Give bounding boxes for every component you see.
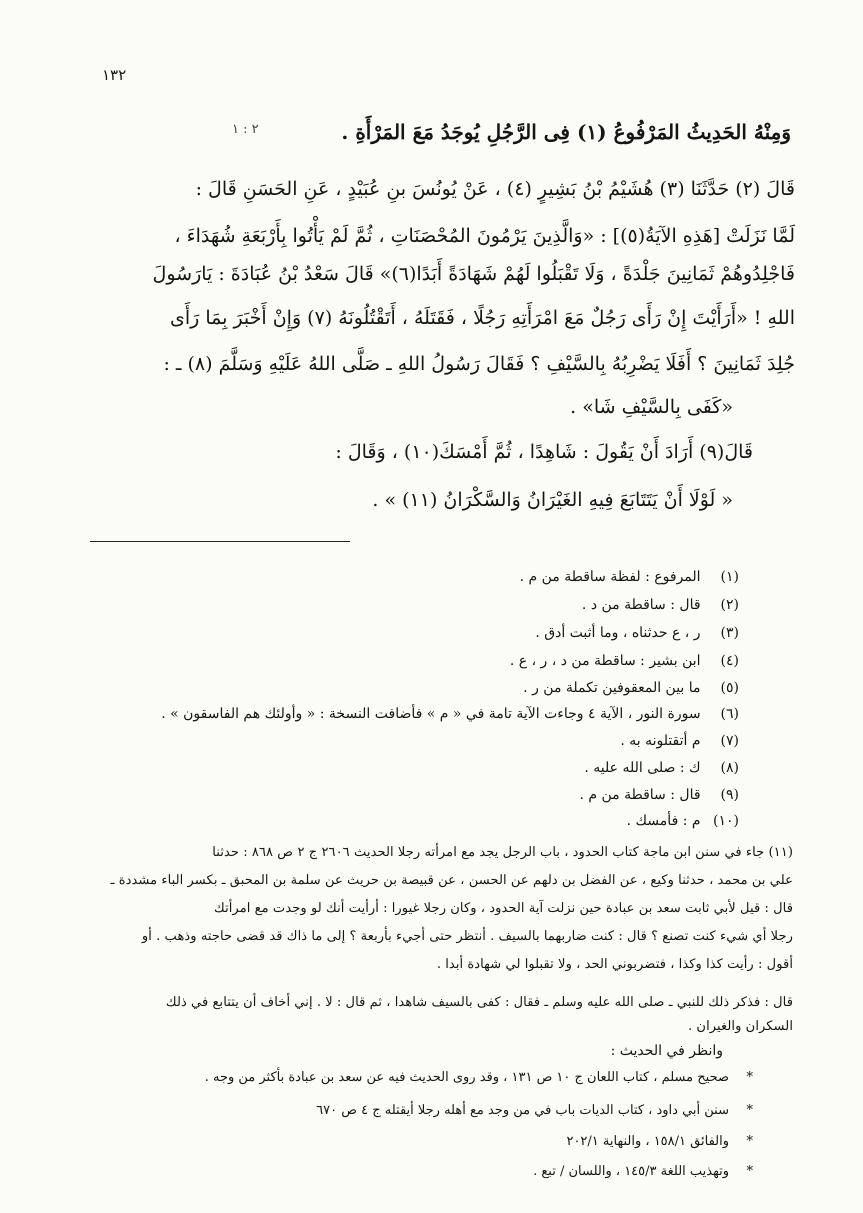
reference-text: وتهذيب اللغة ١٤٥/٣ ، واللسان / تبع . — [533, 1164, 729, 1179]
footnote-number: (١٠) — [713, 813, 739, 829]
page-number: ١٣٢ — [102, 66, 127, 84]
body-line-1: قَالَ (٢) حَدَّثَنَا (٣) هُشَيْمُ بْنُ بَشِيرٍ (٤) ، عَنْ يُونُسَ بنِ عُبَيْدٍ ، عَنِ الحَسَنِ قَالَ : — [195, 178, 795, 200]
footnote-11-line-2: علي بن محمد ، حدثنا وكيع ، عن الفضل بن دلهم عن الحسن ، عن قبيصة بن حريث عن سلمة بن المحبق ـ بكسر الباء مشددة ـ — [110, 873, 793, 888]
footnote-text: ر ، ع حدثناه ، وما أثبت أدق . — [535, 625, 701, 641]
body-line-4: اللهِ ! «أَرَأَيْتَ إِنْ رَأَى رَجُلٌ مَعَ امْرَأَتِهِ رَجُلًا ، فَقَتَلَهُ ، أَتَقْتُلُونَهُ (٧) وَإِنْ أَخْبَرَ بِمَا رَأَى — [169, 307, 795, 329]
footnote-8 — [584, 757, 739, 779]
footnote-text: م أتقتلونه به . — [620, 733, 701, 749]
footnote-number: (٦) — [720, 706, 739, 722]
footnote-number: (١) — [720, 569, 739, 585]
footnote-11-line-4: رجلا أي شيء كنت تصنع ؟ قال : كنت ضاربهما بالسيف . أنتظر حتى أجيء بأربعة ؟ إلى ما ذاك قد قضى حاجته وذهب . أو — [141, 929, 793, 944]
bullet-star-icon: * — [746, 1164, 753, 1179]
footnote-text: ابن بشير : ساقطة من د ، ر ، ع . — [509, 653, 701, 669]
section-heading: وَمِنْهُ الحَدِيثُ المَرْفُوعُ (١) فِى الرَّجُلِ يُوجَدُ مَعَ المَرْأَةِ . — [341, 120, 791, 144]
footnote-text: ك : صلى الله عليه . — [584, 760, 701, 776]
bullet-star-icon: * — [746, 1070, 753, 1085]
footnote-6 — [161, 703, 739, 725]
footnote-11-line-7: السكران والغيران . — [688, 1019, 793, 1034]
body-line-8: « لَوْلَا أَنْ يَتَتَابَعَ فِيهِ الغَيْرَانُ وَالسَّكْرَانُ (١١) » . — [372, 489, 733, 511]
footnote-text: قال : ساقطة من م . — [579, 787, 701, 803]
footnote-11-number: (١١) — [768, 845, 793, 860]
footnote-3 — [535, 622, 739, 644]
footnote-text: قال : ساقطة من د . — [581, 597, 701, 613]
reference-4 — [533, 1162, 753, 1182]
footnote-11-line-3: قال : قيل لأبي ثابت سعد بن عبادة حين نزلت آية الحدود ، وكان رجلا غيورا : أرأيت أنك لو وجدت مع امرأتك — [213, 901, 793, 916]
footnote-11-line-6: قال : فذكر ذلك للنبي ـ صلى الله عليه وسلم ـ فقال : كفى بالسيف شاهدا ، ثم قال : لا . إني أخاف أن يتتابع في ذلك — [165, 995, 793, 1010]
body-line-7: قَالَ(٩) أَرَادَ أَنْ يَقُولَ : شَاهِدًا ، ثُمَّ أَمْسَكَ(١٠) ، وَقَالَ : — [335, 441, 753, 463]
margin-mark: ٢ : ١ — [232, 122, 259, 137]
footnote-text: المرفوع : لفظة ساقطة من م . — [519, 569, 701, 585]
footnote-text: ما بين المعقوفين تكملة من ر . — [523, 680, 701, 696]
footnote-10 — [627, 810, 739, 832]
footnote-number: (٤) — [720, 653, 739, 669]
bullet-star-icon: * — [746, 1134, 753, 1149]
footnote-2 — [582, 594, 739, 616]
footnote-separator — [90, 541, 350, 542]
footnote-number: (٧) — [720, 733, 739, 749]
reference-2 — [316, 1101, 753, 1121]
reference-3 — [566, 1132, 753, 1152]
footnote-number: (٣) — [720, 625, 739, 641]
footnote-text: سورة النور ، الآية ٤ وجاءت الآية تامة في « م » فأضافت النسخة : « وأولئك هم الفاسقون » . — [161, 706, 701, 722]
body-line-6: «كَفَى بِالسَّيْفِ شَا» . — [570, 396, 733, 418]
footnote-11-line-5: أقول : رأيت كذا وكذا ، فتضربوني الحد ، ولا تقبلوا لي شهادة أبدا . — [436, 957, 793, 972]
footnote-number: (٢) — [720, 597, 739, 613]
footnote-number: (٨) — [720, 760, 739, 776]
footnote-1 — [520, 566, 739, 588]
footnote-11-text: جاء في سنن ابن ماجة كتاب الحدود ، باب الرجل يجد مع امرأته رجلا الحديث ٢٦٠٦ ج ٢ ص ٨٦٨ : حدثنا — [212, 845, 765, 860]
see-also-label: وانظر في الحديث : — [610, 1043, 723, 1059]
reference-text: سنن أبي داود ، كتاب الديات باب في من وجد مع أهله رجلا أيقتله ج ٤ ص ٦٧٠ — [316, 1103, 729, 1118]
footnote-4 — [510, 650, 739, 672]
reference-text: صحيح مسلم ، كتاب اللعان ج ١٠ ص ١٣١ ، وقد روى الحديث فيه عن سعد بن عبادة بأكثر من وجه . — [204, 1070, 729, 1085]
bullet-star-icon: * — [746, 1103, 753, 1118]
body-line-3: فَاجْلِدُوهُمْ ثَمَانِينَ جَلْدَةً ، وَلَا تَقْبَلُوا لَهُمْ شَهَادَةً أَبَدًا(٦)» قَالَ سَعْدُ بْنُ عُبَادَةَ : يَارَسُولَ — [152, 263, 795, 285]
footnote-7 — [620, 730, 739, 752]
footnote-text: م : فأمسك . — [626, 813, 701, 829]
reference-text: والفائق ١٥٨/١ ، والنهاية ٢٠٢/١ — [566, 1134, 729, 1149]
footnote-9 — [579, 784, 739, 806]
footnote-5 — [523, 677, 739, 699]
footnote-number: (٩) — [720, 787, 739, 803]
footnote-number: (٥) — [720, 680, 739, 696]
body-line-5: جُلِدَ ثَمَانِينَ ؟ أَفَلَا يَضْرِبُهُ بِالسَّيْفِ ؟ فَقَالَ رَسُولُ اللهِ ـ صَلَّى اللهُ عَلَيْهِ وَسَلَّمَ (٨) ـ : — [163, 353, 795, 375]
footnote-11-line-1 — [48, 840, 793, 866]
reference-1 — [205, 1068, 753, 1088]
body-line-2: لَمَّا نَزَلَتْ [هَذِهِ الآيَةُ(٥)] : «وَالَّذِينَ يَرْمُونَ المُحْصَنَاتِ ، ثُمَّ لَمْ يَأْتُوا بِأَرْبَعَةِ شُهَدَاءَ ، — [174, 225, 795, 247]
